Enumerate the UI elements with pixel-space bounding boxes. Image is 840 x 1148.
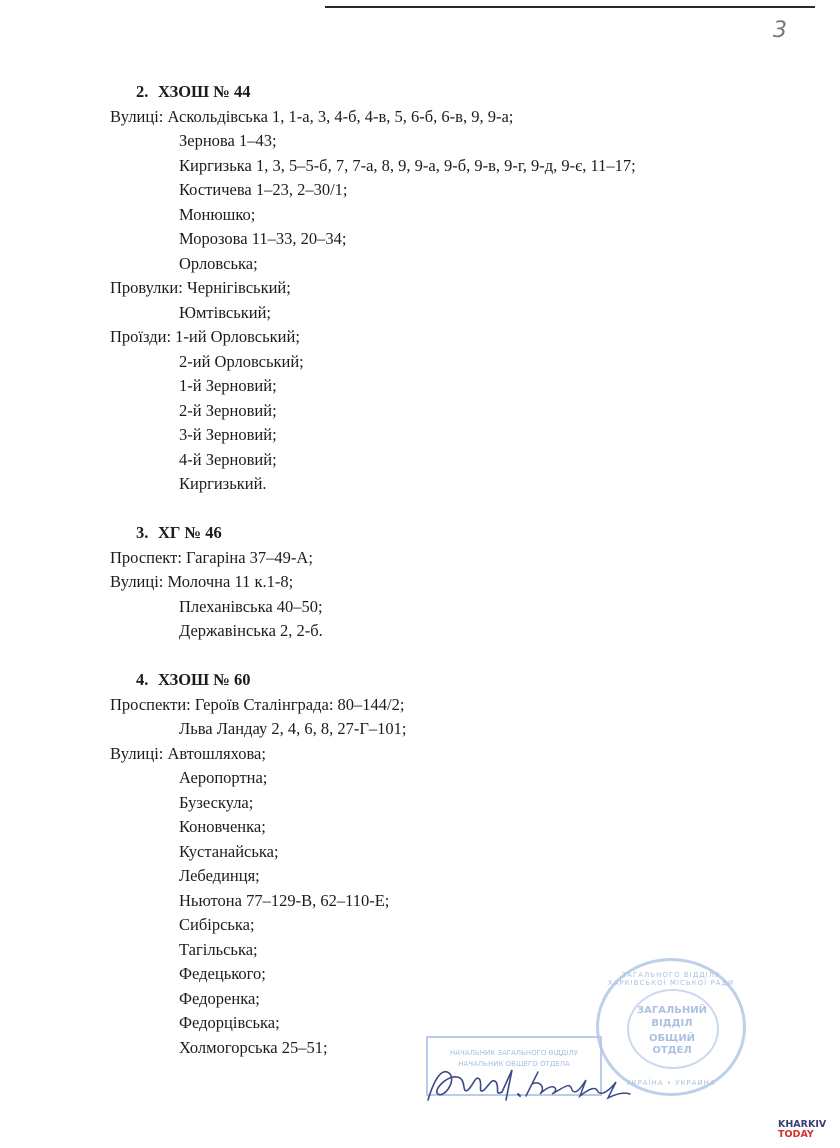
street-entry: Коновченка; bbox=[179, 817, 266, 836]
address-line bbox=[0, 276, 840, 301]
group-label: Провулки: bbox=[110, 278, 183, 297]
seal-ring-top: ЗАГАЛЬНОГО ВІДДІЛУ ХАРКІВСЬКОЇ МІСЬКОЇ РАДИ bbox=[607, 971, 735, 987]
street-entry: Автошляхова; bbox=[167, 743, 266, 763]
street-entry: 1-ий Орловський; bbox=[175, 327, 300, 346]
group-label: Вулиці: bbox=[110, 572, 164, 591]
address-line bbox=[0, 350, 840, 375]
street-entry: Зернова 1–43; bbox=[179, 131, 277, 150]
watermark-line1: KHARKIV bbox=[778, 1119, 827, 1130]
address-line bbox=[0, 129, 840, 154]
seal-center-3: ОБЩИЙ bbox=[648, 1033, 696, 1044]
seal-inner-ring bbox=[627, 989, 719, 1069]
street-entry: Федоренка; bbox=[179, 988, 260, 1008]
address-line bbox=[0, 766, 840, 791]
street-entry: 1-й Зерновий; bbox=[179, 376, 277, 395]
group-label: Проспекти: bbox=[110, 694, 191, 714]
address-line bbox=[0, 546, 840, 571]
group-label: Вулиці: bbox=[110, 743, 164, 763]
street-entry: Бузескула; bbox=[179, 792, 254, 812]
address-line bbox=[0, 693, 840, 718]
section-number: 3. bbox=[136, 523, 149, 542]
address-line bbox=[0, 619, 840, 644]
street-entry: Молочна 11 к.1-8; bbox=[167, 572, 294, 591]
top-rule bbox=[325, 6, 815, 8]
street-entry: Тагільська; bbox=[179, 939, 258, 959]
street-entry: Аскольдівська 1, 1-а, 3, 4-б, 4-в, 5, 6-б, 6-в, 9, 9-а; bbox=[167, 106, 514, 126]
street-entry: Ньютона 77–129-В, 62–110-Е; bbox=[179, 890, 390, 910]
address-line bbox=[0, 913, 840, 938]
street-entry: Аеропортна; bbox=[179, 768, 268, 787]
group-label: Проїзди: bbox=[110, 327, 172, 346]
address-line bbox=[0, 178, 840, 203]
address-line bbox=[0, 203, 840, 228]
section-number: 4. bbox=[136, 670, 149, 689]
seal-center-1: ЗАГАЛЬНИЙ bbox=[637, 1005, 707, 1016]
section-title: ХЗОШ № 44 bbox=[158, 82, 251, 101]
street-entry: Сибірська; bbox=[179, 915, 255, 934]
group-line-lead bbox=[110, 570, 293, 595]
section-title: ХГ № 46 bbox=[158, 523, 222, 542]
section-number: 2. bbox=[136, 82, 149, 101]
street-entry: Костичева 1–23, 2–30/1; bbox=[179, 180, 348, 199]
address-line bbox=[0, 717, 840, 742]
group-line-lead bbox=[110, 693, 404, 718]
street-entry: Героїв Сталінграда: 80–144/2; bbox=[194, 694, 405, 714]
street-entry: Гагаріна 37–49-А; bbox=[186, 547, 313, 567]
address-line bbox=[0, 423, 840, 448]
section-title: ХЗОШ № 60 bbox=[158, 670, 251, 689]
street-entry: Киргизька 1, 3, 5–5-б, 7, 7-а, 8, 9, 9-а, 9-б, 9-в, 9-г, 9-д, 9-є, 11–17; bbox=[179, 155, 636, 175]
watermark-line2: TODAY bbox=[778, 1129, 814, 1140]
street-entry: Льва Ландау 2, 4, 6, 8, 27-Г–101; bbox=[179, 719, 407, 738]
address-line bbox=[0, 252, 840, 277]
section-gap bbox=[0, 644, 840, 669]
address-line bbox=[0, 105, 840, 130]
address-line bbox=[0, 742, 840, 767]
group-line-lead bbox=[110, 105, 513, 130]
address-line bbox=[0, 399, 840, 424]
rect-stamp-line1: НАЧАЛЬНИК ЗАГАЛЬНОГО ВІДДІЛУ bbox=[450, 1049, 578, 1057]
street-entry: Федецького; bbox=[179, 964, 266, 983]
address-line bbox=[0, 301, 840, 326]
address-line bbox=[0, 472, 840, 497]
group-label: Вулиці: bbox=[110, 106, 164, 126]
signature bbox=[420, 1060, 635, 1108]
section-gap bbox=[0, 497, 840, 522]
group-line-lead bbox=[110, 325, 300, 350]
street-entry: Орловська; bbox=[179, 253, 258, 273]
group-line-lead bbox=[110, 546, 313, 571]
address-line bbox=[0, 595, 840, 620]
section-heading bbox=[0, 521, 840, 546]
address-line bbox=[0, 938, 840, 963]
address-line bbox=[0, 154, 840, 179]
street-entry: Морозова 11–33, 20–34; bbox=[179, 229, 347, 248]
address-line bbox=[0, 889, 840, 914]
street-entry: Лебединця; bbox=[179, 866, 260, 885]
street-entry: Федорцівська; bbox=[179, 1013, 280, 1032]
document-body bbox=[0, 80, 840, 1060]
seal-center-2: ВІДДІЛ bbox=[651, 1018, 693, 1029]
street-entry: Плеханівська 40–50; bbox=[179, 596, 323, 616]
street-entry: Монюшко; bbox=[179, 204, 256, 224]
street-entry: Кустанайська; bbox=[179, 841, 279, 861]
group-label: Проспект: bbox=[110, 547, 182, 567]
street-entry: Киргизький. bbox=[179, 474, 267, 493]
street-entry: Холмогорська 25–51; bbox=[179, 1037, 328, 1057]
group-line-lead bbox=[110, 742, 266, 767]
street-entry: Чернігівський; bbox=[186, 278, 291, 297]
address-line bbox=[0, 864, 840, 889]
street-entry: 2-й Зерновий; bbox=[179, 400, 277, 420]
street-entry: 4-й Зерновий; bbox=[179, 449, 277, 469]
address-line bbox=[0, 374, 840, 399]
group-line-lead bbox=[110, 276, 291, 301]
street-entry: Державінська 2, 2-б. bbox=[179, 621, 323, 640]
seal-center-4: ОТДЕЛ bbox=[652, 1045, 692, 1056]
address-line bbox=[0, 448, 840, 473]
watermark-logo bbox=[778, 1120, 826, 1140]
address-line bbox=[0, 325, 840, 350]
address-line bbox=[0, 570, 840, 595]
section-heading bbox=[0, 668, 840, 693]
rect-stamp-line2: НАЧАЛЬНИК ОБЩЕГО ОТДЕЛА bbox=[458, 1060, 570, 1068]
seal-ring-bottom: УКРАЇНА • УКРАИНА bbox=[626, 1079, 716, 1087]
street-entry: 3-й Зерновий; bbox=[179, 425, 277, 444]
section-heading bbox=[0, 80, 840, 105]
address-line bbox=[0, 791, 840, 816]
address-line bbox=[0, 840, 840, 865]
street-entry: Юмтівський; bbox=[179, 302, 271, 322]
address-line bbox=[0, 227, 840, 252]
page-number: 3 bbox=[773, 18, 787, 43]
street-entry: 2-ий Орловський; bbox=[179, 351, 304, 371]
address-line bbox=[0, 815, 840, 840]
